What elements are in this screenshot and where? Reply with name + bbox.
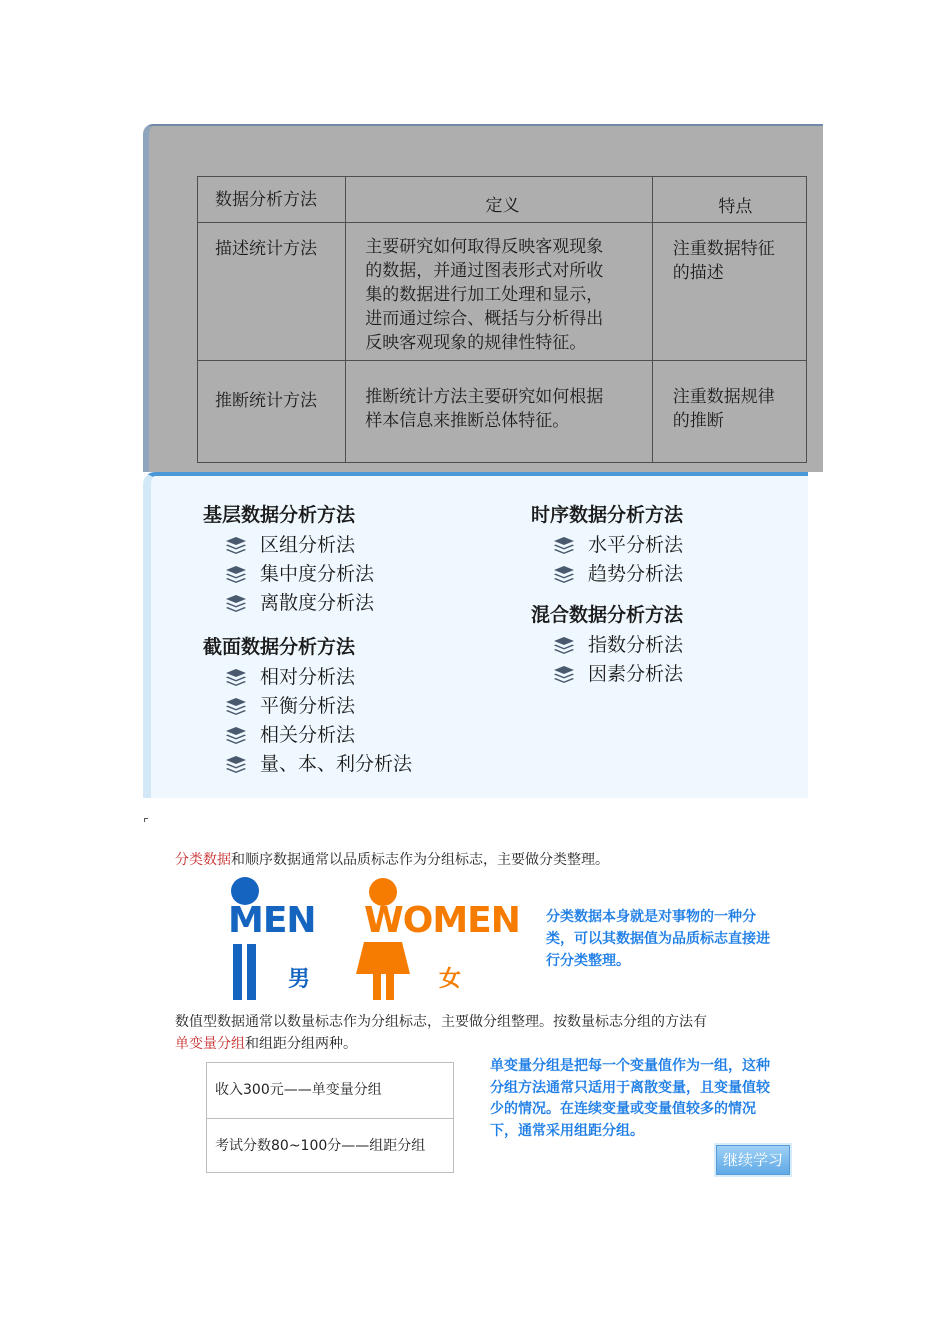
women-label: WOMEN xyxy=(364,900,520,941)
method-item xyxy=(203,692,412,721)
method-item xyxy=(531,531,683,560)
definition-cell xyxy=(346,361,653,463)
method-label: 指数分析法 xyxy=(588,634,684,656)
comparison-panel xyxy=(143,124,823,472)
men-label: MEN xyxy=(228,900,316,941)
method-item xyxy=(203,589,374,618)
method-item xyxy=(203,750,412,779)
feature-cell xyxy=(652,223,806,361)
header-feature: 特点 xyxy=(652,177,806,223)
layers-icon xyxy=(554,566,574,584)
definition-cell xyxy=(346,223,653,361)
header-definition: 定义 xyxy=(346,177,653,223)
method-label: 离散度分析法 xyxy=(260,592,375,614)
layers-icon xyxy=(554,637,574,655)
time-methods-group xyxy=(531,500,683,589)
method-label: 集中度分析法 xyxy=(260,563,375,585)
numeric-line: 数值型数据通常以数量标志作为分组标志，主要做分组整理。按数量标志分组的方法有 xyxy=(175,1014,707,1030)
methods-panel xyxy=(143,472,808,798)
continue-learning-button[interactable]: 继续学习 xyxy=(716,1145,790,1175)
method-item xyxy=(203,560,374,589)
group-title: 截面数据分析方法 xyxy=(203,636,356,658)
group-title: 时序数据分析方法 xyxy=(531,504,684,526)
men-cn-label: 男 xyxy=(288,967,311,992)
group-title: 混合数据分析方法 xyxy=(531,604,684,626)
intro-rest: 和顺序数据通常以品质标志作为分组标志，主要做分类整理。 xyxy=(231,852,609,868)
group-title: 基层数据分析方法 xyxy=(203,504,356,526)
definition-line: 反映客观现象的规律性特征。 xyxy=(365,333,587,353)
layers-icon xyxy=(226,595,246,613)
table-row xyxy=(198,361,807,463)
method-label: 平衡分析法 xyxy=(260,695,356,717)
method-item xyxy=(531,560,683,589)
example-row: 考试分数80~100分——组距分组 xyxy=(207,1118,453,1173)
method-item xyxy=(531,660,683,689)
layers-icon xyxy=(554,666,574,684)
categorical-note: 分类数据本身就是对事物的一种分类，可以其数据值为品质标志直接进行分类整理。 xyxy=(546,909,770,969)
example-row: 收入300元——单变量分组 xyxy=(215,1082,382,1098)
numeric-highlight: 单变量分组 xyxy=(175,1036,245,1052)
method-cell: 描述统计方法 xyxy=(198,223,346,361)
layers-icon xyxy=(226,537,246,555)
method-label: 量、本、利分析法 xyxy=(260,753,413,775)
numeric-line xyxy=(175,1033,775,1055)
feature-cell xyxy=(652,361,806,463)
method-item xyxy=(203,531,374,560)
table-row xyxy=(198,223,807,361)
method-label: 相关分析法 xyxy=(260,724,356,746)
table-header-row xyxy=(198,177,807,223)
method-label: 趋势分析法 xyxy=(588,563,684,585)
grouping-note: 单变量分组是把每一个变量值作为一组，这种分组方法通常只适用于离散变量，且变量值较少的情况。在连续变量或变量值较多的情况下，通常采用组距分组。 xyxy=(490,1058,770,1139)
layers-icon xyxy=(226,566,246,584)
feature-line: 注重数据规律 xyxy=(672,387,775,407)
method-item xyxy=(203,663,412,692)
method-item xyxy=(531,631,683,660)
feature-line: 注重数据特征 xyxy=(672,239,775,259)
header-method: 数据分析方法 xyxy=(198,177,346,223)
mixed-methods-group xyxy=(531,600,683,689)
layers-icon xyxy=(226,727,246,745)
method-label: 区组分析法 xyxy=(260,534,356,556)
numeric-rest: 和组距分组两种。 xyxy=(245,1036,357,1052)
method-item xyxy=(203,721,412,750)
layers-icon xyxy=(226,698,246,716)
definition-line: 进而通过综合、概括与分析得出 xyxy=(365,309,604,329)
definition-line: 的数据，并通过图表形式对所收 xyxy=(365,261,604,281)
definition-line: 推断统计方法主要研究如何根据 xyxy=(365,387,604,407)
method-cell: 推断统计方法 xyxy=(198,361,346,463)
feature-line: 的推断 xyxy=(672,411,724,431)
numeric-paragraph xyxy=(175,1011,775,1055)
intro-highlight: 分类数据 xyxy=(175,852,231,868)
layers-icon xyxy=(226,756,246,774)
definition-line: 样本信息来推断总体特征。 xyxy=(365,411,570,431)
feature-line: 的描述 xyxy=(672,263,724,283)
comparison-table xyxy=(197,176,807,463)
women-cn-label: 女 xyxy=(439,967,462,992)
layers-icon xyxy=(226,669,246,687)
intro-text xyxy=(175,851,609,869)
layers-icon xyxy=(554,537,574,555)
cross-methods-group xyxy=(203,632,412,779)
definition-line: 主要研究如何取得反映客观现象 xyxy=(365,237,604,257)
examples-box xyxy=(206,1062,454,1173)
method-label: 相对分析法 xyxy=(260,666,356,688)
corner-mark xyxy=(144,818,148,822)
method-label: 水平分析法 xyxy=(588,534,684,556)
definition-line: 集的数据进行加工处理和显示， xyxy=(365,285,604,305)
basic-methods-group xyxy=(203,500,374,618)
method-label: 因素分析法 xyxy=(588,663,684,685)
